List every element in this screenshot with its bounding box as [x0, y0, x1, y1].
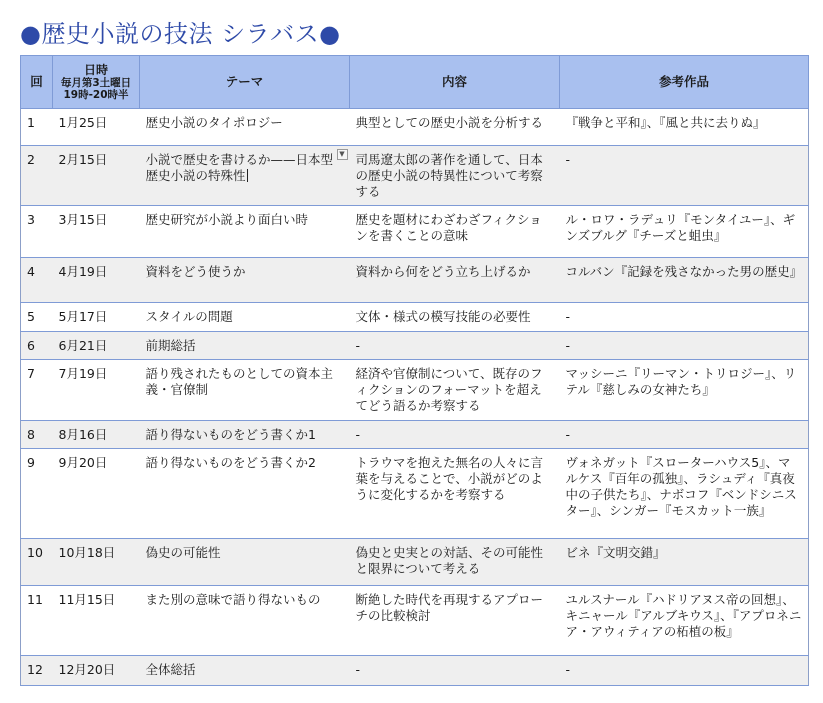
table-row[interactable]: [21, 206, 809, 258]
cell-refs[interactable]: 『戦争と平和』、『風と共に去りぬ』: [560, 109, 809, 146]
table-row[interactable]: [21, 332, 809, 360]
header-row: [21, 56, 809, 109]
cell-content[interactable]: 断絶した時代を再現するアプローチの比較検討: [350, 586, 560, 656]
header-date-schedule: 毎月第3土曜日: [60, 77, 132, 89]
header-refs: 参考作品: [560, 56, 809, 109]
cell-content[interactable]: -: [350, 332, 560, 360]
table-row[interactable]: [21, 360, 809, 421]
cell-refs[interactable]: ユルスナール『ハドリアヌス帝の回想』、キニャール『アルブキウス』、『アプロネニア・アウィティアの柘植の板』: [560, 586, 809, 656]
cell-content[interactable]: 偽史と史実との対話、その可能性と限界について考える: [350, 539, 560, 586]
cell-refs[interactable]: -: [560, 303, 809, 332]
cell-content[interactable]: 経済や官僚制について、既存のフィクションのフォーマットを超えてどう語るか考察する: [350, 360, 560, 421]
cell-no[interactable]: 6: [21, 332, 53, 360]
header-content: 内容: [350, 56, 560, 109]
cell-refs[interactable]: -: [560, 146, 809, 206]
cell-no[interactable]: 9: [21, 449, 53, 539]
table-row[interactable]: [21, 303, 809, 332]
cell-content[interactable]: 司馬遼太郎の著作を通して、日本の歴史小説の特異性について考察する: [350, 146, 560, 206]
chevron-down-icon[interactable]: ▼: [337, 149, 348, 160]
table-row[interactable]: [21, 656, 809, 686]
cell-date[interactable]: 2月15日: [53, 146, 140, 206]
cell-refs[interactable]: -: [560, 656, 809, 686]
cell-refs[interactable]: -: [560, 332, 809, 360]
cell-no[interactable]: 10: [21, 539, 53, 586]
cell-date[interactable]: 5月17日: [53, 303, 140, 332]
cell-theme[interactable]: 資料をどう使うか: [140, 258, 350, 303]
cell-theme[interactable]: 前期総括: [140, 332, 350, 360]
cell-no[interactable]: 7: [21, 360, 53, 421]
cell-date[interactable]: 8月16日: [53, 421, 140, 449]
cell-theme[interactable]: 語り残されたものとしての資本主義・官僚制: [140, 360, 350, 421]
header-no: 回: [21, 56, 53, 109]
cell-date[interactable]: 9月20日: [53, 449, 140, 539]
cell-no[interactable]: 3: [21, 206, 53, 258]
cell-no[interactable]: 12: [21, 656, 53, 686]
cell-date[interactable]: 1月25日: [53, 109, 140, 146]
cell-no[interactable]: 4: [21, 258, 53, 303]
cell-theme-editing[interactable]: [140, 146, 350, 206]
cell-date[interactable]: 6月21日: [53, 332, 140, 360]
page-title: ●歴史小説の技法 シラバス●: [20, 20, 341, 48]
cell-content[interactable]: 資料から何をどう立ち上げるか: [350, 258, 560, 303]
cell-content[interactable]: -: [350, 421, 560, 449]
cell-content[interactable]: 文体・様式の模写技能の必要性: [350, 303, 560, 332]
cell-theme[interactable]: 歴史研究が小説より面白い時: [140, 206, 350, 258]
cell-no[interactable]: 2: [21, 146, 53, 206]
cell-theme[interactable]: 偽史の可能性: [140, 539, 350, 586]
cell-theme[interactable]: 語り得ないものをどう書くか2: [140, 449, 350, 539]
header-date-time: 19時-20時半: [63, 89, 129, 101]
cell-date[interactable]: 10月18日: [53, 539, 140, 586]
cell-refs[interactable]: ル・ロワ・ラデュリ『モンタイユー』、ギンズブルグ『チーズと蛆虫』: [560, 206, 809, 258]
header-date-title: 日時: [83, 63, 108, 77]
cell-theme-text: 小説で歴史を書けるか——日本型歴史小説の特殊性: [145, 152, 334, 183]
cell-refs[interactable]: コルバン『記録を残さなかった男の歴史』: [560, 258, 809, 303]
cell-no[interactable]: 11: [21, 586, 53, 656]
cell-theme[interactable]: スタイルの問題: [140, 303, 350, 332]
cell-theme[interactable]: 歴史小説のタイポロジー: [140, 109, 350, 146]
table-row-selected[interactable]: [21, 146, 809, 206]
cell-refs[interactable]: マッシーニ『リーマン・トリロジー』、リテル『慈しみの女神たち』: [560, 360, 809, 421]
cell-date[interactable]: 12月20日: [53, 656, 140, 686]
table-row[interactable]: [21, 258, 809, 303]
cell-content[interactable]: 典型としての歴史小説を分析する: [350, 109, 560, 146]
table-row[interactable]: [21, 586, 809, 656]
header-theme: テーマ: [140, 56, 350, 109]
cell-content[interactable]: 歴史を題材にわざわざフィクションを書くことの意味: [350, 206, 560, 258]
text-cursor: [247, 169, 248, 182]
cell-no[interactable]: 8: [21, 421, 53, 449]
table-row[interactable]: [21, 421, 809, 449]
header-date: [53, 56, 140, 109]
cell-content[interactable]: -: [350, 656, 560, 686]
table-row[interactable]: [21, 109, 809, 146]
cell-refs[interactable]: ヴォネガット『スローターハウス5』、マルケス『百年の孤独』、ラシュディ『真夜中の子供たち』、ナボコフ『ベンドシニスター』、シンガー『モスカット一族』: [560, 449, 809, 539]
cell-theme[interactable]: 全体総括: [140, 656, 350, 686]
table-row[interactable]: [21, 539, 809, 586]
cell-theme[interactable]: また別の意味で語り得ないもの: [140, 586, 350, 656]
cell-no[interactable]: 5: [21, 303, 53, 332]
table-row[interactable]: [21, 449, 809, 539]
cell-date[interactable]: 4月19日: [53, 258, 140, 303]
cell-date[interactable]: 11月15日: [53, 586, 140, 656]
cell-no[interactable]: 1: [21, 109, 53, 146]
syllabus-table: [20, 55, 809, 686]
cell-content[interactable]: トラウマを抱えた無名の人々に言葉を与えることで、小説がどのように変化するかを考察する: [350, 449, 560, 539]
cell-refs[interactable]: ビネ『文明交錯』: [560, 539, 809, 586]
cell-date[interactable]: 3月15日: [53, 206, 140, 258]
cell-date[interactable]: 7月19日: [53, 360, 140, 421]
cell-theme[interactable]: 語り得ないものをどう書くか1: [140, 421, 350, 449]
cell-refs[interactable]: -: [560, 421, 809, 449]
